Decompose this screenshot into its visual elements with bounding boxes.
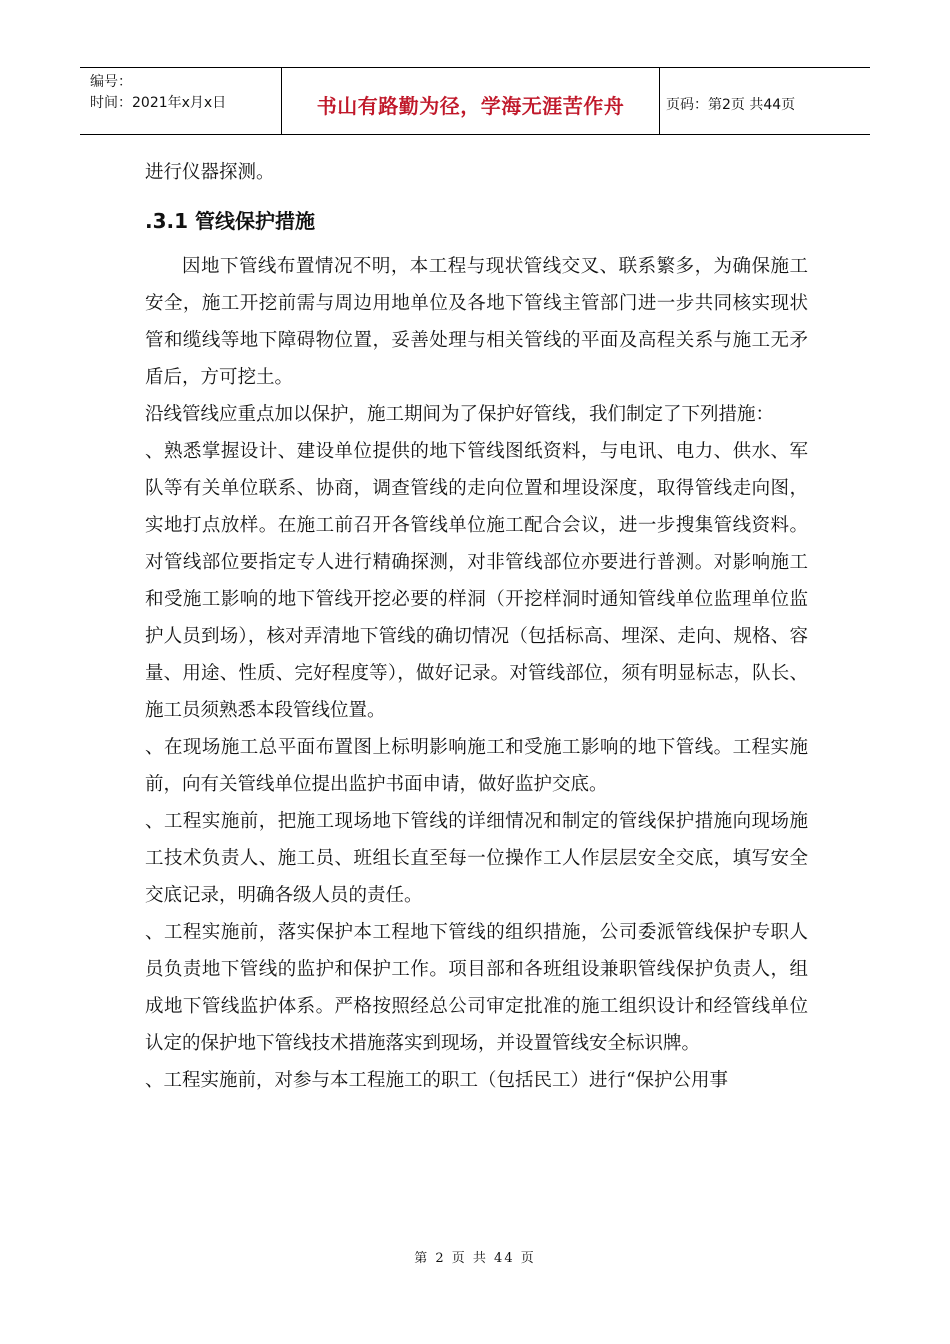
document-date: 时间：2021年x月x日: [90, 95, 227, 111]
paragraph-measure-4: 、工程实施前，落实保护本工程地下管线的组织措施，公司委派管线保护专职人员负责地下管线的监护和保护工作。项目部和各班组设兼职管线保护负责人，组成地下管线监护体系。严格按照经总公司审定批准的施工组织设计和经管线单位认定的保护地下管线技术措施落实到现场，并设置管线安全标识牌。: [145, 922, 808, 1054]
page-footer: 第 2 页 共 44 页: [414, 1251, 536, 1266]
header-page-info: 页码：第2页 共44页: [666, 97, 796, 113]
section-heading: .3.1 管线保护措施: [145, 209, 315, 233]
document-number: 编号：: [90, 74, 132, 90]
paragraph-intro: 因地下管线布置情况不明，本工程与现状管线交叉、联系繁多，为确保施工安全，施工开挖前需与周边用地单位及各地下管线主管部门进一步共同核实现状管和缆线等地下障碍物位置，妥善处理与相关管线的平面及高程关系与施工无矛盾后，方可挖土。: [145, 256, 808, 388]
page-header: [80, 67, 870, 135]
paragraph-measures-lead: 沿线管线应重点加以保护，施工期间为了保护好管线，我们制定了下列措施：: [145, 404, 775, 425]
paragraph-measure-1: 、熟悉掌握设计、建设单位提供的地下管线图纸资料，与电讯、电力、供水、军队等有关单位联系、协商，调查管线的走向位置和埋设深度，取得管线走向图，实地打点放样。在施工前召开各管线单位施工配合会议，进一步搜集管线资料。对管线部位要指定专人进行精确探测，对非管线部位亦要进行普测。对影响施工和受施工影响的地下管线开挖必要的样洞（开挖样洞时通知管线单位监理单位监护人员到场），核对弄清地下管线的确切情况（包括标高、埋深、走向、规格、容量、用途、性质、完好程度等），做好记录。对管线部位，须有明显标志，队长、施工员须熟悉本段管线位置。: [145, 441, 808, 721]
paragraph-continuation: 进行仪器探测。: [145, 162, 275, 183]
document-body: [145, 154, 808, 1099]
paragraph-measure-3: 、工程实施前，把施工现场地下管线的详细情况和制定的管线保护措施向现场施工技术负责人、施工员、班组长直至每一位操作工人作层层安全交底，填写安全交底记录，明确各级人员的责任。: [145, 811, 808, 906]
paragraph-measure-5: 、工程实施前，对参与本工程施工的职工（包括民工）进行“保护公用事: [145, 1070, 728, 1091]
header-meta: [80, 68, 282, 134]
header-motto-cell: [282, 68, 660, 134]
paragraph-measure-2: 、在现场施工总平面布置图上标明影响施工和受施工影响的地下管线。工程实施前，向有关管线单位提出监护书面申请，做好监护交底。: [145, 737, 808, 795]
header-motto: 书山有路勤为径，学海无涯苦作舟: [316, 93, 625, 118]
